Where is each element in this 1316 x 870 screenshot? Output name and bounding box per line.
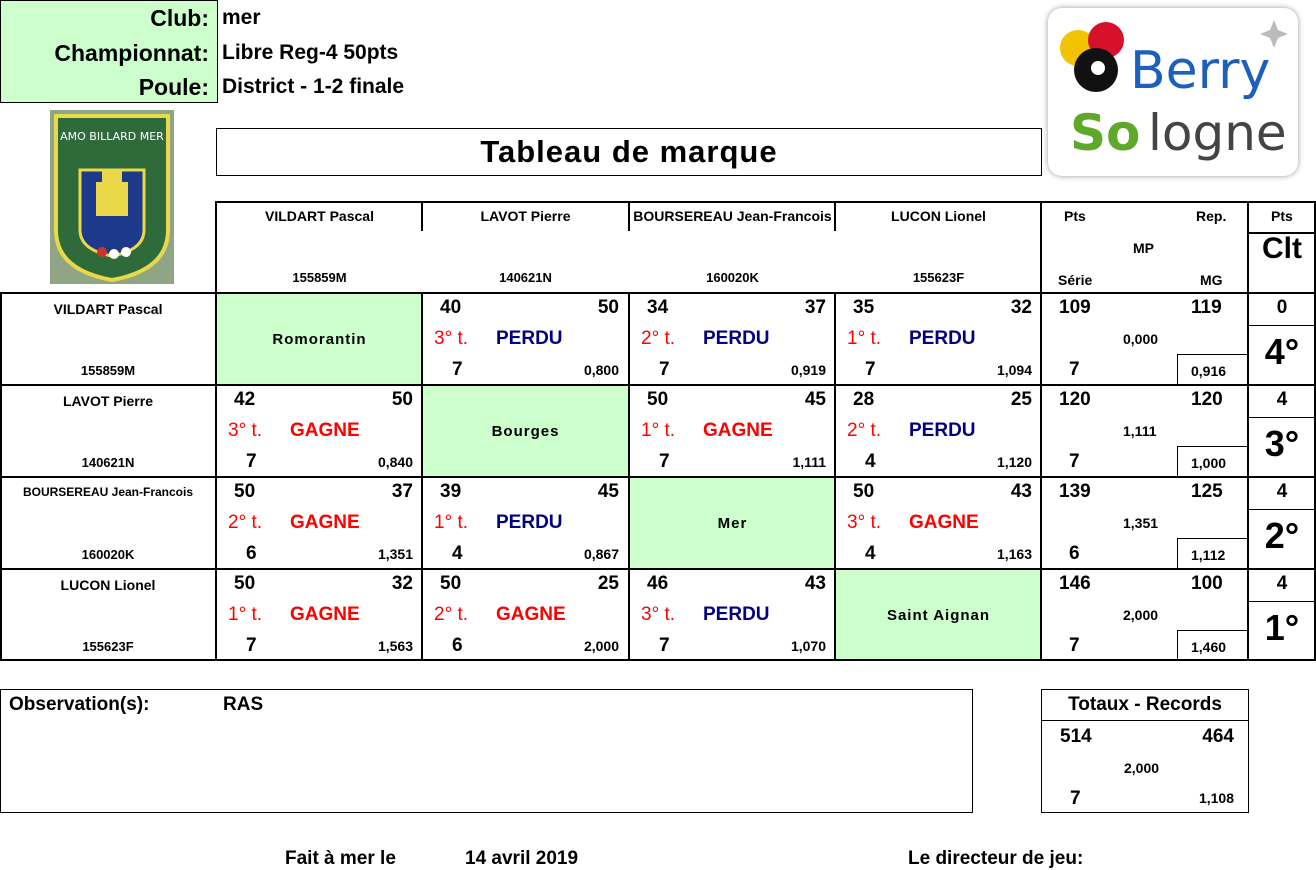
match-result-loss: PERDU	[909, 328, 976, 349]
match-result-win: GAGNE	[290, 512, 360, 533]
logo-line2a: So	[1070, 104, 1141, 162]
header-labels-panel	[0, 0, 218, 103]
match-points: 50	[234, 573, 256, 594]
match-result-win: GAGNE	[909, 512, 979, 533]
ranking-place: 1°	[1264, 607, 1300, 648]
summary-mg: 1,000	[1191, 455, 1227, 471]
match-points: 50	[234, 481, 256, 502]
summary-mg: 1,460	[1191, 639, 1227, 655]
match-result-loss: PERDU	[909, 420, 976, 441]
footer-made-at: Fait à mer le	[285, 848, 396, 869]
match-points: 34	[647, 297, 669, 318]
match-turn: 2° t.	[641, 328, 676, 349]
match-average: 0,840	[377, 454, 413, 470]
summary-serie: 6	[1069, 543, 1080, 564]
column-header-id: 155623F	[912, 270, 965, 285]
club-value: mer	[222, 6, 261, 29]
poule-label: Poule:	[138, 74, 209, 100]
summary-header-pts: Pts	[1064, 208, 1086, 224]
grid-line	[421, 201, 423, 231]
summary-mp: 2,000	[1123, 607, 1159, 623]
match-average: 1,120	[996, 454, 1032, 470]
grid-line	[0, 292, 2, 660]
column-header-name: BOURSEREAU Jean-Francois	[633, 208, 832, 224]
observations-box	[0, 689, 973, 813]
summary-header-serie: Série	[1058, 272, 1093, 288]
match-points: 50	[647, 389, 669, 410]
match-average: 1,094	[996, 362, 1032, 378]
footer-director: Le directeur de jeu:	[908, 848, 1084, 869]
match-points: 28	[853, 389, 875, 410]
row-player-name: BOURSEREAU Jean-Francois	[22, 485, 194, 499]
summary-mg: 1,112	[1191, 547, 1226, 563]
match-reprises: 37	[804, 297, 826, 318]
match-result-win: GAGNE	[290, 604, 360, 625]
club-label: Club:	[150, 5, 209, 31]
match-serie: 7	[865, 359, 876, 380]
match-serie: 7	[659, 359, 670, 380]
totals-rep: 464	[1202, 726, 1234, 747]
match-serie: 7	[659, 635, 670, 656]
match-reprises: 43	[804, 573, 826, 594]
match-reprises: 25	[1010, 389, 1032, 410]
badge-text: AMO BILLARD MER	[60, 130, 164, 143]
match-turn: 3° t.	[847, 512, 882, 533]
summary-points-total: 146	[1059, 573, 1091, 594]
match-reprises: 43	[1010, 481, 1032, 502]
match-average: 1,070	[790, 638, 826, 654]
logo-line2b: logne	[1148, 104, 1287, 162]
ranking-points: 4	[1276, 389, 1288, 410]
berry-sologne-logo	[1048, 8, 1298, 176]
match-reprises: 32	[1010, 297, 1032, 318]
match-average: 1,563	[377, 638, 413, 654]
match-turn: 1° t.	[434, 512, 469, 533]
match-turn: 3° t.	[641, 604, 676, 625]
match-turn: 2° t.	[847, 420, 882, 441]
grid-line	[421, 292, 423, 660]
row-player-name: LAVOT Pierre	[63, 393, 153, 409]
match-reprises: 37	[391, 481, 413, 502]
page-title: Tableau de marque	[216, 128, 1042, 176]
totals-mg: 1,108	[1198, 790, 1234, 806]
summary-points-total: 120	[1059, 389, 1091, 410]
summary-points-total: 109	[1059, 297, 1091, 318]
column-header-name: LUCON Lionel	[891, 208, 986, 224]
match-reprises: 25	[597, 573, 619, 594]
match-average: 0,800	[583, 362, 619, 378]
match-reprises: 32	[391, 573, 413, 594]
match-points: 40	[440, 297, 462, 318]
match-serie: 6	[246, 543, 257, 564]
match-serie: 7	[246, 635, 257, 656]
match-serie: 7	[246, 451, 257, 472]
match-points: 50	[440, 573, 462, 594]
summary-points-total: 139	[1059, 481, 1091, 502]
match-turn: 3° t.	[434, 328, 469, 349]
row-player-id: 160020K	[81, 547, 135, 562]
venue-name: Saint Aignan	[886, 607, 991, 624]
ranking-place: 3°	[1264, 423, 1300, 464]
match-reprises: 45	[597, 481, 619, 502]
match-result-loss: PERDU	[496, 512, 563, 533]
grid-line	[0, 384, 1316, 386]
grid-line	[216, 201, 1316, 203]
summary-header-rep: Rep.	[1196, 208, 1227, 224]
match-result-loss: PERDU	[703, 328, 770, 349]
row-player-id: 140621N	[81, 455, 135, 470]
match-points: 42	[234, 389, 256, 410]
summary-serie: 7	[1069, 635, 1080, 656]
observations-value: RAS	[223, 694, 264, 715]
match-result-win: GAGNE	[703, 420, 773, 441]
ranking-points: 0	[1276, 297, 1288, 318]
match-average: 1,351	[377, 546, 413, 562]
match-points: 50	[853, 481, 875, 502]
match-average: 0,867	[583, 546, 619, 562]
totals-mp: 2,000	[1124, 760, 1160, 776]
match-average: 0,919	[790, 362, 826, 378]
summary-reprises-total: 120	[1191, 389, 1223, 410]
match-turn: 2° t.	[434, 604, 469, 625]
match-reprises: 50	[391, 389, 413, 410]
observations-label: Observation(s):	[9, 694, 150, 715]
totals-label: Totaux - Records	[1042, 690, 1248, 721]
grid-line	[628, 201, 630, 231]
match-turn: 1° t.	[641, 420, 676, 441]
summary-header-mp: MP	[1133, 240, 1154, 256]
summary-header-mg: MG	[1200, 272, 1223, 288]
match-serie: 7	[452, 359, 463, 380]
match-serie: 7	[659, 451, 670, 472]
totals-serie: 7	[1070, 788, 1081, 809]
totals-pts: 514	[1060, 726, 1092, 747]
rank-header-box	[1248, 232, 1314, 292]
match-average: 2,000	[583, 638, 619, 654]
summary-header-points: Pts	[1271, 208, 1293, 224]
match-reprises: 45	[804, 389, 826, 410]
summary-reprises-total: 100	[1191, 573, 1223, 594]
match-turn: 2° t.	[228, 512, 263, 533]
match-turn: 3° t.	[228, 420, 263, 441]
summary-reprises-total: 125	[1191, 481, 1223, 502]
grid-line	[834, 201, 836, 231]
grid-line	[834, 292, 836, 660]
grid-line	[628, 292, 630, 660]
column-header-name: LAVOT Pierre	[480, 208, 571, 224]
match-result-win: GAGNE	[290, 420, 360, 441]
ranking-points: 4	[1276, 481, 1288, 502]
venue-name: Romorantin	[272, 331, 367, 348]
grid-line	[0, 568, 1316, 570]
grid-line	[0, 476, 1316, 478]
ranking-place: 4°	[1264, 331, 1300, 372]
match-serie: 4	[452, 543, 463, 564]
summary-mg: 0,916	[1191, 363, 1227, 379]
club-badge-logo	[50, 110, 174, 284]
column-header-id: 140621N	[499, 270, 552, 285]
row-player-id: 155859M	[80, 363, 136, 378]
match-average: 1,163	[996, 546, 1032, 562]
summary-mp: 0,000	[1123, 331, 1159, 347]
row-player-name: LUCON Lionel	[60, 577, 156, 593]
grid-line	[0, 292, 1316, 294]
summary-serie: 7	[1069, 359, 1080, 380]
venue-name: Bourges	[491, 423, 560, 440]
match-points: 39	[440, 481, 462, 502]
logo-line1: Berry	[1130, 41, 1271, 101]
ranking-points: 4	[1276, 573, 1288, 594]
summary-reprises-total: 119	[1191, 297, 1222, 318]
summary-serie: 7	[1069, 451, 1080, 472]
grid-line	[1040, 201, 1042, 660]
grid-line	[0, 659, 1316, 661]
match-points: 46	[647, 573, 669, 594]
venue-name: Mer	[717, 515, 748, 532]
grid-line	[215, 201, 217, 660]
ranking-place: 2°	[1264, 515, 1300, 556]
match-average: 1,111	[792, 454, 826, 470]
match-result-loss: PERDU	[496, 328, 563, 349]
column-header-name: VILDART Pascal	[265, 208, 374, 224]
totals-records-box	[1041, 689, 1249, 813]
summary-mp: 1,111	[1123, 423, 1157, 439]
match-reprises: 50	[597, 297, 619, 318]
match-serie: 4	[865, 543, 876, 564]
match-turn: 1° t.	[847, 328, 882, 349]
match-points: 35	[853, 297, 875, 318]
match-result-loss: PERDU	[703, 604, 770, 625]
column-header-id: 155859M	[292, 270, 347, 285]
match-serie: 4	[865, 451, 876, 472]
championnat-label: Championnat:	[54, 40, 209, 66]
championnat-value: Libre Reg-4 50pts	[222, 41, 399, 64]
footer-date: 14 avril 2019	[465, 848, 579, 869]
match-result-win: GAGNE	[496, 604, 566, 625]
match-serie: 6	[452, 635, 463, 656]
row-player-name: VILDART Pascal	[53, 301, 163, 317]
row-player-id: 155623F	[82, 639, 134, 654]
column-header-id: 160020K	[706, 270, 759, 285]
summary-header-rank: Clt	[1262, 232, 1302, 265]
summary-mp: 1,351	[1123, 515, 1159, 531]
poule-value: District - 1-2 finale	[222, 75, 405, 98]
match-turn: 1° t.	[228, 604, 263, 625]
